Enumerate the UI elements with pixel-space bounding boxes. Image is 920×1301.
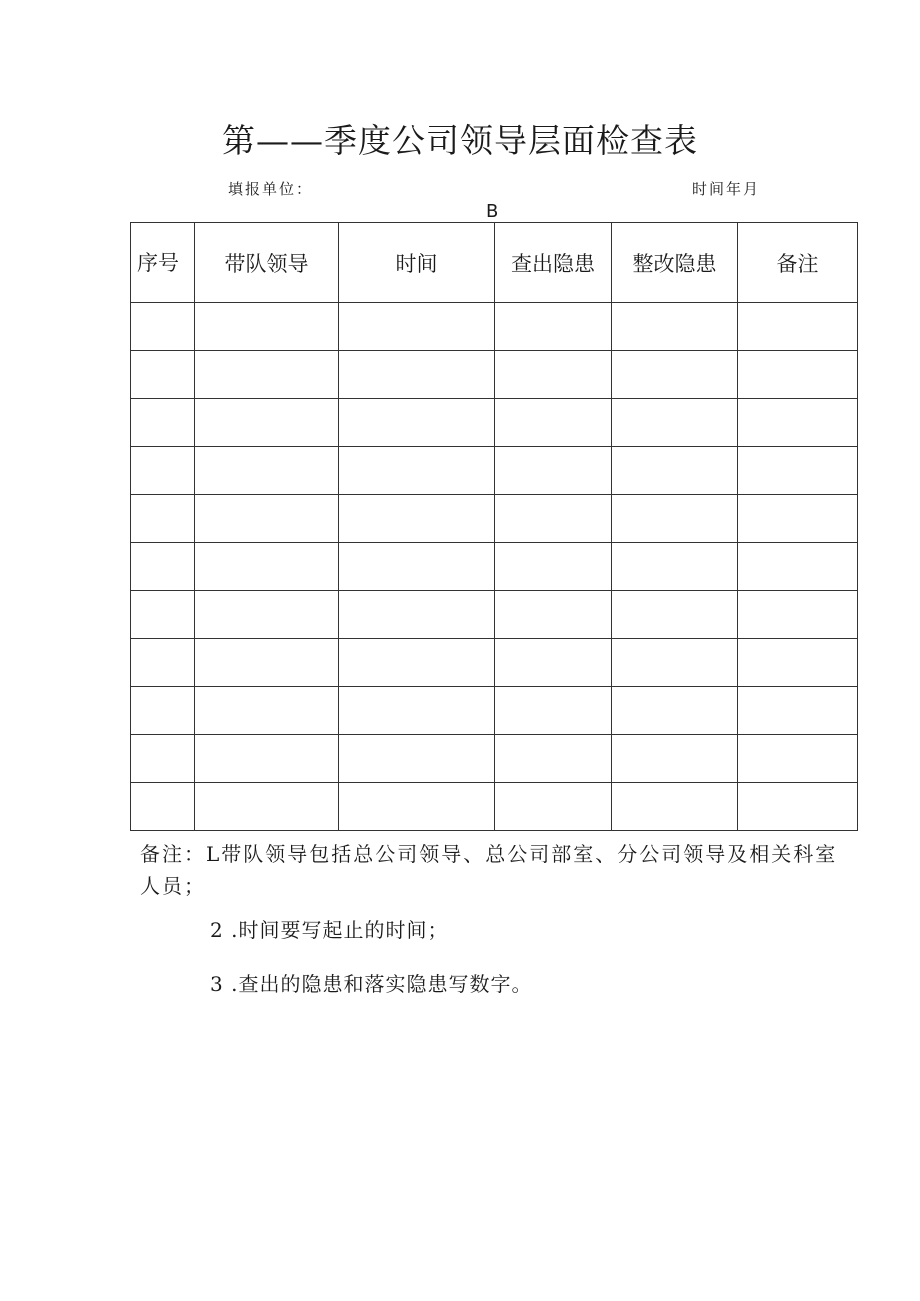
inspection-table xyxy=(130,222,858,831)
table-row xyxy=(131,303,858,351)
table-cell[interactable] xyxy=(495,639,612,687)
table-cell[interactable] xyxy=(195,543,339,591)
table-cell[interactable] xyxy=(131,351,195,399)
table-cell[interactable] xyxy=(131,447,195,495)
table-cell[interactable] xyxy=(339,303,495,351)
page-title: 第——季度公司领导层面检查表 xyxy=(222,121,698,160)
table-row xyxy=(131,687,858,735)
reporting-unit-label: 填报单位： xyxy=(228,180,314,198)
table-cell[interactable] xyxy=(195,735,339,783)
table-cell[interactable] xyxy=(738,351,858,399)
table-cell[interactable] xyxy=(339,735,495,783)
table-row xyxy=(131,783,858,831)
table-cell[interactable] xyxy=(195,783,339,831)
table-cell[interactable] xyxy=(495,687,612,735)
table-cell[interactable] xyxy=(738,783,858,831)
table-cell[interactable] xyxy=(339,399,495,447)
table-cell[interactable] xyxy=(195,303,339,351)
table-cell[interactable] xyxy=(195,399,339,447)
table-cell[interactable] xyxy=(339,543,495,591)
table-row xyxy=(131,543,858,591)
header-remarks: 备注 xyxy=(738,223,858,303)
header-hazards-found: 查出隐患 xyxy=(495,223,612,303)
table-cell[interactable] xyxy=(738,399,858,447)
table-cell[interactable] xyxy=(738,735,858,783)
table-row xyxy=(131,399,858,447)
table-cell[interactable] xyxy=(738,543,858,591)
table-cell[interactable] xyxy=(339,639,495,687)
table-cell[interactable] xyxy=(612,447,738,495)
table-row xyxy=(131,639,858,687)
table-cell[interactable] xyxy=(495,543,612,591)
table-cell[interactable] xyxy=(195,447,339,495)
table-cell[interactable] xyxy=(131,399,195,447)
notes-section xyxy=(140,838,855,996)
table-cell[interactable] xyxy=(131,783,195,831)
table-cell[interactable] xyxy=(612,399,738,447)
table-cell[interactable] xyxy=(131,639,195,687)
table-cell[interactable] xyxy=(495,399,612,447)
table-body xyxy=(131,303,858,831)
table-cell[interactable] xyxy=(495,591,612,639)
table-cell[interactable] xyxy=(612,351,738,399)
table-cell[interactable] xyxy=(339,351,495,399)
table-row xyxy=(131,351,858,399)
header-time: 时间 xyxy=(339,223,495,303)
note-2: 2 .时间要写起止的时间； xyxy=(210,918,449,942)
table-cell[interactable] xyxy=(131,495,195,543)
table-cell[interactable] xyxy=(339,495,495,543)
table-cell[interactable] xyxy=(612,687,738,735)
table-cell[interactable] xyxy=(195,351,339,399)
note-3: 3 .查出的隐患和落实隐患写数字。 xyxy=(210,972,533,996)
note-1: 备注：L带队领导包括总公司领导、总公司部室、分公司领导及相关科室人员； xyxy=(140,842,838,898)
table-cell[interactable] xyxy=(195,591,339,639)
table-cell[interactable] xyxy=(131,591,195,639)
table-cell[interactable] xyxy=(612,783,738,831)
table-cell[interactable] xyxy=(612,495,738,543)
table-header-row xyxy=(131,223,858,303)
table-cell[interactable] xyxy=(495,351,612,399)
table-row xyxy=(131,447,858,495)
table-cell[interactable] xyxy=(612,303,738,351)
header-hazards-fixed: 整改隐患 xyxy=(612,223,738,303)
table-cell[interactable] xyxy=(738,447,858,495)
header-seq: 序号 xyxy=(131,223,195,303)
table-row xyxy=(131,591,858,639)
table-cell[interactable] xyxy=(495,495,612,543)
table-cell[interactable] xyxy=(612,591,738,639)
table-cell[interactable] xyxy=(131,303,195,351)
table-cell[interactable] xyxy=(738,639,858,687)
table-cell[interactable] xyxy=(612,735,738,783)
table-cell[interactable] xyxy=(495,735,612,783)
table-cell[interactable] xyxy=(339,687,495,735)
table-cell[interactable] xyxy=(738,303,858,351)
table-cell[interactable] xyxy=(495,447,612,495)
table-cell[interactable] xyxy=(131,687,195,735)
table-cell[interactable] xyxy=(339,591,495,639)
table-cell[interactable] xyxy=(131,543,195,591)
table-cell[interactable] xyxy=(339,447,495,495)
table-cell[interactable] xyxy=(738,591,858,639)
table-row xyxy=(131,495,858,543)
table-cell[interactable] xyxy=(612,639,738,687)
date-label: 时间年月 xyxy=(692,180,761,198)
table-cell[interactable] xyxy=(495,783,612,831)
table-cell[interactable] xyxy=(738,687,858,735)
stray-mark: B xyxy=(486,201,499,222)
table-cell[interactable] xyxy=(195,639,339,687)
table-cell[interactable] xyxy=(339,783,495,831)
table-cell[interactable] xyxy=(195,687,339,735)
table-cell[interactable] xyxy=(131,735,195,783)
header-leader: 带队领导 xyxy=(195,223,339,303)
table-cell[interactable] xyxy=(612,543,738,591)
table-cell[interactable] xyxy=(738,495,858,543)
table-cell[interactable] xyxy=(195,495,339,543)
table-cell[interactable] xyxy=(495,303,612,351)
table-row xyxy=(131,735,858,783)
